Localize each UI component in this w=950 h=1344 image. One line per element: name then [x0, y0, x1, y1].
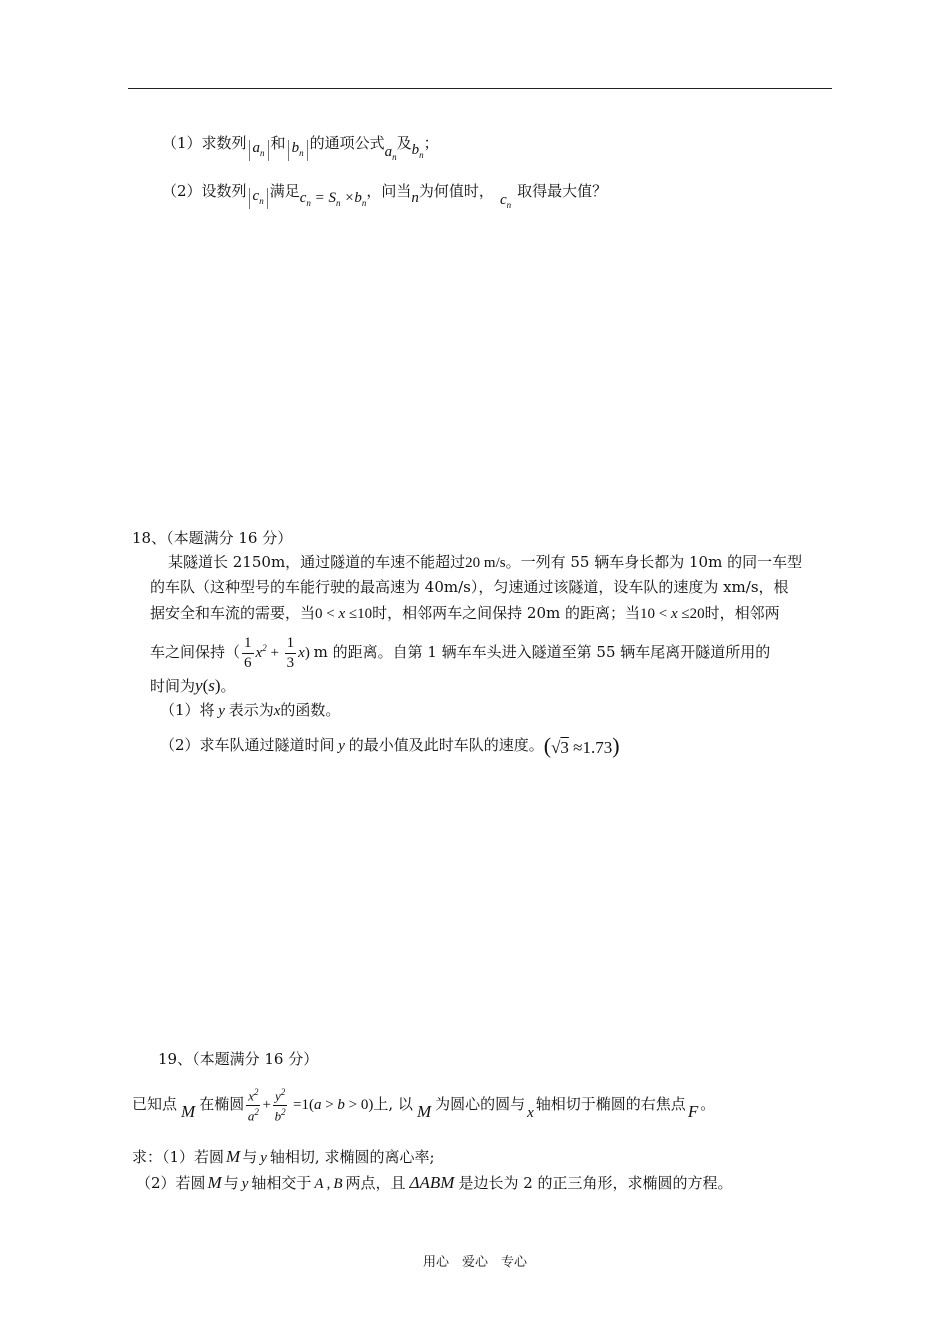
- frac-one-third: $\frac{1}{3}$: [286, 634, 295, 671]
- math-sqrt-note: (√3 ≈1.73): [543, 733, 620, 758]
- q18-line3: 据安全和车流的需要，当0 < x ≤10时，相邻两车之间保持 20m 的距离；当10 < x ≤20时，相邻两: [150, 604, 780, 622]
- q18-line2: 的车队（这种型号的车能行驶的最高速为 40m/s），匀速通过该隧道，设车队的速度为 xm/s，根: [150, 578, 789, 596]
- math-b-n: $b_n$: [411, 142, 424, 160]
- math-a-n: $a_n$: [384, 144, 397, 162]
- q17-part2: （2）设数列 $c_n$满足$c_n = S_n \times b_n$，问当n为何值时， $c_n$取得最大值？: [162, 182, 608, 210]
- q19-line1: 已知点 M 在椭圆 $\frac{x^2}{a^2}$ + $\frac{y^2}{b^2}$ =1(a > b > 0)上, 以 M 为圆心的圆与 x 轴相切于椭圆的右焦点 F 。: [132, 1087, 716, 1123]
- q18-line4: 车之间保持（ $\frac{1}{6}$ $x^2$ + $\frac{1}{3}$ x) m 的距离。自第 1 辆车车头进入隧道至第 55 辆车尾离开隧道所用的: [150, 634, 771, 671]
- set-c-n: $c_n$: [249, 188, 268, 209]
- q18-line1: 某隧道长 2150m，通过隧道的车速不能超过20 m/s。一列有 55 辆车身长都为 10m 的同一车型: [168, 553, 803, 571]
- page-footer: 用心 爱心 专心: [422, 1255, 527, 1270]
- math-c-n: $c_n$: [499, 192, 512, 210]
- frac-y2-b2: $\frac{y^2}{b^2}$: [274, 1087, 286, 1123]
- q18-line5: 时间为y(s)。: [150, 676, 236, 695]
- set-a-n: $a_n$: [249, 140, 269, 161]
- q18-part2: （2）求车队通过隧道时间 y 的最小值及此时车队的速度。(√3 ≈1.73): [160, 733, 620, 758]
- q19-line2: 求：（1）若圆 M 与 y 轴相切, 求椭圆的离心率;: [132, 1147, 435, 1166]
- math-ellipse-cond: =1(a > b > 0): [289, 1097, 374, 1113]
- q19-line3: （2）若圆 M 与 y 轴相交于 A , B 两点，且 ΔABM 是边长为 2 的正三角形，求椭圆的方程。: [136, 1173, 733, 1192]
- frac-x2-a2: $\frac{x^2}{a^2}$: [247, 1087, 259, 1123]
- set-b-n: $b_n$: [288, 140, 308, 161]
- header-rule: [128, 88, 832, 89]
- math-range-2: 10 < x ≤20: [640, 606, 705, 622]
- q17-part1: （1）求数列 $a_n$和 $b_n$的通项公式$a_n$及$b_n$；: [162, 134, 439, 162]
- frac-one-sixth: $\frac{1}{6}$: [244, 634, 252, 671]
- math-y-s: y: [195, 676, 203, 695]
- q18-part1: （1）将 y 表示为x的函数。: [160, 701, 341, 719]
- q19-header: 19、（本题满分 16 分）: [158, 1050, 319, 1068]
- math-cn-formula: $c_n = S_n \times b_n$: [299, 190, 367, 208]
- math-range-1: 0 < x ≤10: [315, 606, 373, 622]
- math-triangle-abm: ΔABM: [409, 1173, 455, 1192]
- math-n: n: [411, 190, 419, 206]
- q18-header: 18、（本题满分 16 分）: [132, 529, 293, 547]
